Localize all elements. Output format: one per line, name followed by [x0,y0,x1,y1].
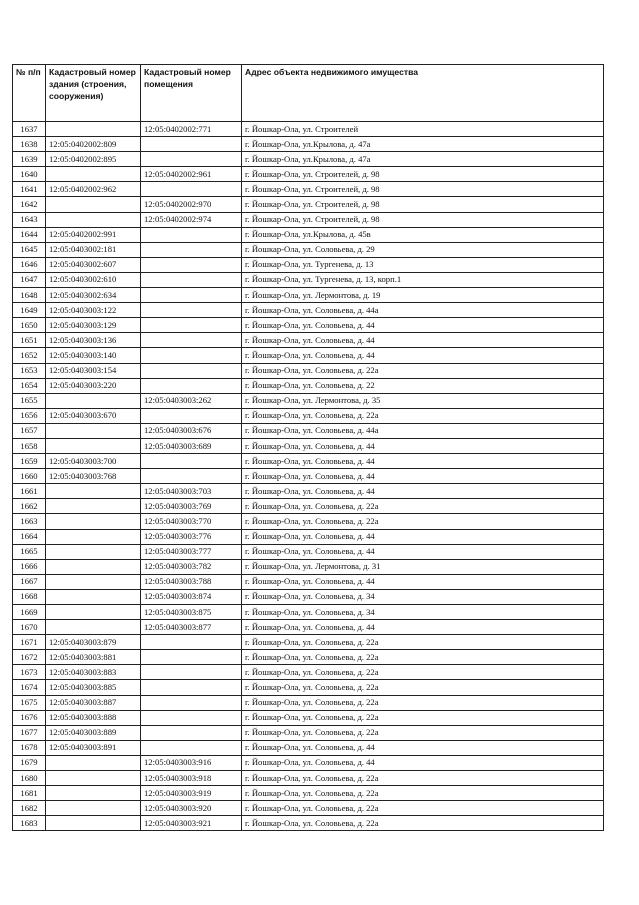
premises-cadastral-cell [141,710,242,725]
table-row [13,212,604,227]
building-cadastral-cell [46,544,141,559]
building-cadastral-cell: 12:05:0403002:607 [46,257,141,272]
premises-cadastral-cell [141,680,242,695]
premises-cadastral-cell [141,665,242,680]
table-row [13,650,604,665]
address-cell: г. Йошкар-Ола, ул. Строителей [242,122,604,137]
premises-cadastral-cell [141,303,242,318]
row-number-cell: 1682 [13,801,46,816]
table-row [13,408,604,423]
building-cadastral-cell: 12:05:0403003:891 [46,740,141,755]
building-cadastral-cell [46,484,141,499]
row-number-cell: 1659 [13,454,46,469]
address-cell: г. Йошкар-Ола, ул. Соловьева, д. 44 [242,333,604,348]
address-cell: г. Йошкар-Ола, ул. Соловьева, д. 44 [242,454,604,469]
premises-cadastral-cell [141,454,242,469]
premises-cadastral-cell: 12:05:0402002:974 [141,212,242,227]
address-cell: г. Йошкар-Ола, ул. Соловьева, д. 44 [242,574,604,589]
address-cell: г. Йошкар-Ола, ул. Соловьева, д. 44 [242,348,604,363]
row-number-cell: 1670 [13,620,46,635]
address-cell: г. Йошкар-Ола, ул. Тургенева, д. 13 [242,257,604,272]
premises-cadastral-cell [141,318,242,333]
row-number-cell: 1674 [13,680,46,695]
row-number-cell: 1668 [13,589,46,604]
building-cadastral-cell [46,574,141,589]
row-number-cell: 1638 [13,137,46,152]
table-row [13,680,604,695]
row-number-cell: 1644 [13,227,46,242]
address-cell: г. Йошкар-Ола, ул. Строителей, д. 98 [242,197,604,212]
address-cell: г. Йошкар-Ола, ул. Соловьева, д. 22а [242,665,604,680]
premises-cadastral-cell [141,288,242,303]
building-cadastral-cell [46,499,141,514]
address-cell: г. Йошкар-Ола, ул. Соловьева, д. 22а [242,816,604,831]
table-row [13,197,604,212]
premises-cadastral-cell: 12:05:0403003:918 [141,771,242,786]
table-row [13,182,604,197]
table-row [13,559,604,574]
address-cell: г. Йошкар-Ола, ул. Соловьева, д. 22а [242,499,604,514]
row-number-cell: 1648 [13,288,46,303]
table-row [13,469,604,484]
table-row [13,242,604,257]
table-row [13,771,604,786]
premises-cadastral-cell: 12:05:0403003:262 [141,393,242,408]
table-row [13,725,604,740]
premises-cadastral-cell: 12:05:0403003:877 [141,620,242,635]
table-row [13,167,604,182]
building-cadastral-cell [46,514,141,529]
building-cadastral-cell: 12:05:0403003:700 [46,454,141,469]
row-number-cell: 1663 [13,514,46,529]
table-row [13,816,604,831]
row-number-cell: 1681 [13,786,46,801]
table-row [13,710,604,725]
table-row [13,152,604,167]
row-number-cell: 1645 [13,242,46,257]
building-cadastral-cell: 12:05:0402002:991 [46,227,141,242]
row-number-cell: 1678 [13,740,46,755]
row-number-cell: 1661 [13,484,46,499]
table-row [13,227,604,242]
table-row [13,544,604,559]
row-number-cell: 1639 [13,152,46,167]
premises-cadastral-cell [141,137,242,152]
premises-cadastral-cell [141,363,242,378]
building-cadastral-cell: 12:05:0403003:122 [46,303,141,318]
header-building-cadastral-number: Кадастровый номер здания (строения, сооружения) [46,65,141,122]
table-row [13,529,604,544]
address-cell: г. Йошкар-Ола, ул. Соловьева, д. 22а [242,786,604,801]
premises-cadastral-cell: 12:05:0403003:782 [141,559,242,574]
row-number-cell: 1649 [13,303,46,318]
row-number-cell: 1658 [13,438,46,453]
premises-cadastral-cell: 12:05:0403003:875 [141,605,242,620]
building-cadastral-cell: 12:05:0403003:670 [46,408,141,423]
address-cell: г. Йошкар-Ола, ул. Соловьева, д. 34 [242,605,604,620]
table-row [13,288,604,303]
row-number-cell: 1647 [13,272,46,287]
table-row [13,272,604,287]
building-cadastral-cell: 12:05:0402002:895 [46,152,141,167]
premises-cadastral-cell: 12:05:0403003:703 [141,484,242,499]
row-number-cell: 1683 [13,816,46,831]
address-cell: г. Йошкар-Ола, ул. Лермонтова, д. 35 [242,393,604,408]
building-cadastral-cell: 12:05:0403003:888 [46,710,141,725]
building-cadastral-cell [46,122,141,137]
building-cadastral-cell: 12:05:0403003:220 [46,378,141,393]
address-cell: г. Йошкар-Ола, ул. Соловьева, д. 44 [242,469,604,484]
table-row [13,801,604,816]
address-cell: г. Йошкар-Ола, ул. Соловьева, д. 22а [242,725,604,740]
row-number-cell: 1643 [13,212,46,227]
address-cell: г. Йошкар-Ола, ул. Соловьева, д. 44 [242,620,604,635]
building-cadastral-cell [46,529,141,544]
premises-cadastral-cell: 12:05:0403003:776 [141,529,242,544]
building-cadastral-cell [46,801,141,816]
address-cell: г. Йошкар-Ола, ул. Соловьева, д. 22а [242,771,604,786]
building-cadastral-cell: 12:05:0403003:879 [46,635,141,650]
row-number-cell: 1677 [13,725,46,740]
row-number-cell: 1646 [13,257,46,272]
row-number-cell: 1679 [13,755,46,770]
address-cell: г. Йошкар-Ола, ул. Соловьева, д. 29 [242,242,604,257]
building-cadastral-cell [46,620,141,635]
table-row [13,484,604,499]
premises-cadastral-cell [141,650,242,665]
address-cell: г. Йошкар-Ола, ул. Соловьева, д. 44 [242,438,604,453]
premises-cadastral-cell [141,182,242,197]
building-cadastral-cell [46,589,141,604]
building-cadastral-cell [46,771,141,786]
row-number-cell: 1642 [13,197,46,212]
premises-cadastral-cell [141,469,242,484]
premises-cadastral-cell: 12:05:0403003:788 [141,574,242,589]
building-cadastral-cell [46,755,141,770]
property-register-table [12,64,604,831]
table-row [13,635,604,650]
building-cadastral-cell [46,167,141,182]
building-cadastral-cell [46,605,141,620]
premises-cadastral-cell: 12:05:0403003:676 [141,423,242,438]
table-row [13,620,604,635]
row-number-cell: 1669 [13,605,46,620]
row-number-cell: 1667 [13,574,46,589]
address-cell: г. Йошкар-Ола, ул. Лермонтова, д. 31 [242,559,604,574]
row-number-cell: 1655 [13,393,46,408]
row-number-cell: 1673 [13,665,46,680]
table-row [13,333,604,348]
building-cadastral-cell: 12:05:0403003:881 [46,650,141,665]
header-premises-cadastral-number: Кадастровый номер помещения [141,65,242,122]
row-number-cell: 1657 [13,423,46,438]
table-row [13,363,604,378]
row-number-cell: 1666 [13,559,46,574]
address-cell: г. Йошкар-Ола, ул. Строителей, д. 98 [242,167,604,182]
building-cadastral-cell [46,816,141,831]
row-number-cell: 1650 [13,318,46,333]
address-cell: г. Йошкар-Ола, ул. Соловьева, д. 44 [242,484,604,499]
table-row [13,303,604,318]
address-cell: г. Йошкар-Ола, ул. Соловьева, д. 22а [242,710,604,725]
building-cadastral-cell: 12:05:0403003:154 [46,363,141,378]
building-cadastral-cell: 12:05:0403003:136 [46,333,141,348]
building-cadastral-cell: 12:05:0403002:610 [46,272,141,287]
address-cell: г. Йошкар-Ола, ул. Соловьева, д. 22а [242,680,604,695]
table-row [13,348,604,363]
row-number-cell: 1675 [13,695,46,710]
table-row [13,786,604,801]
row-number-cell: 1676 [13,710,46,725]
row-number-cell: 1665 [13,544,46,559]
premises-cadastral-cell [141,242,242,257]
table-row [13,137,604,152]
address-cell: г. Йошкар-Ола, ул. Соловьева, д. 44 [242,544,604,559]
address-cell: г. Йошкар-Ола, ул. Лермонтова, д. 19 [242,288,604,303]
building-cadastral-cell: 12:05:0402002:809 [46,137,141,152]
table-row [13,122,604,137]
row-number-cell: 1680 [13,771,46,786]
building-cadastral-cell: 12:05:0403003:768 [46,469,141,484]
premises-cadastral-cell [141,152,242,167]
premises-cadastral-cell: 12:05:0403003:921 [141,816,242,831]
premises-cadastral-cell [141,257,242,272]
row-number-cell: 1662 [13,499,46,514]
table-row [13,318,604,333]
premises-cadastral-cell [141,378,242,393]
table-header [13,65,604,122]
address-cell: г. Йошкар-Ола, ул. Соловьева, д. 22а [242,650,604,665]
premises-cadastral-cell: 12:05:0403003:770 [141,514,242,529]
header-property-address: Адрес объекта недвижимого имущества [242,65,604,122]
header-row [13,65,604,122]
table-row [13,514,604,529]
table-row [13,499,604,514]
building-cadastral-cell: 12:05:0403003:887 [46,695,141,710]
address-cell: г. Йошкар-Ола, ул. Соловьева, д. 22а [242,635,604,650]
address-cell: г. Йошкар-Ола, ул.Крылова, д. 45в [242,227,604,242]
premises-cadastral-cell: 12:05:0402002:961 [141,167,242,182]
address-cell: г. Йошкар-Ола, ул.Крылова, д. 47а [242,137,604,152]
building-cadastral-cell: 12:05:0403003:883 [46,665,141,680]
premises-cadastral-cell [141,333,242,348]
table-row [13,589,604,604]
row-number-cell: 1656 [13,408,46,423]
address-cell: г. Йошкар-Ола, ул. Соловьева, д. 44а [242,303,604,318]
table-row [13,423,604,438]
table-row [13,378,604,393]
header-row-number: № п/п [13,65,46,122]
building-cadastral-cell [46,559,141,574]
address-cell: г. Йошкар-Ола, ул. Соловьева, д. 44 [242,318,604,333]
address-cell: г. Йошкар-Ола, ул. Соловьева, д. 34 [242,589,604,604]
premises-cadastral-cell [141,725,242,740]
table-row [13,438,604,453]
building-cadastral-cell: 12:05:0403003:889 [46,725,141,740]
address-cell: г. Йошкар-Ола, ул. Соловьева, д. 22а [242,363,604,378]
address-cell: г. Йошкар-Ола, ул. Строителей, д. 98 [242,182,604,197]
table-row [13,605,604,620]
address-cell: г. Йошкар-Ола, ул. Соловьева, д. 44 [242,740,604,755]
address-cell: г. Йошкар-Ола, ул.Крылова, д. 47а [242,152,604,167]
address-cell: г. Йошкар-Ола, ул. Соловьева, д. 44а [242,423,604,438]
table-row [13,665,604,680]
building-cadastral-cell: 12:05:0402002:962 [46,182,141,197]
premises-cadastral-cell [141,227,242,242]
address-cell: г. Йошкар-Ола, ул. Соловьева, д. 22а [242,408,604,423]
building-cadastral-cell [46,393,141,408]
building-cadastral-cell: 12:05:0403003:885 [46,680,141,695]
building-cadastral-cell: 12:05:0403002:181 [46,242,141,257]
table-row [13,695,604,710]
premises-cadastral-cell: 12:05:0403003:769 [141,499,242,514]
premises-cadastral-cell: 12:05:0402002:970 [141,197,242,212]
table-row [13,393,604,408]
row-number-cell: 1671 [13,635,46,650]
row-number-cell: 1640 [13,167,46,182]
premises-cadastral-cell: 12:05:0403003:689 [141,438,242,453]
table-row [13,740,604,755]
row-number-cell: 1651 [13,333,46,348]
row-number-cell: 1652 [13,348,46,363]
row-number-cell: 1664 [13,529,46,544]
premises-cadastral-cell [141,635,242,650]
table-row [13,454,604,469]
table-row [13,755,604,770]
address-cell: г. Йошкар-Ола, ул. Тургенева, д. 13, корп.1 [242,272,604,287]
premises-cadastral-cell: 12:05:0403003:874 [141,589,242,604]
table-row [13,257,604,272]
address-cell: г. Йошкар-Ола, ул. Соловьева, д. 22а [242,695,604,710]
premises-cadastral-cell: 12:05:0403003:777 [141,544,242,559]
row-number-cell: 1641 [13,182,46,197]
address-cell: г. Йошкар-Ола, ул. Соловьева, д. 22а [242,514,604,529]
row-number-cell: 1653 [13,363,46,378]
building-cadastral-cell [46,212,141,227]
building-cadastral-cell [46,197,141,212]
address-cell: г. Йошкар-Ола, ул. Соловьева, д. 44 [242,529,604,544]
address-cell: г. Йошкар-Ола, ул. Строителей, д. 98 [242,212,604,227]
row-number-cell: 1672 [13,650,46,665]
table-row [13,574,604,589]
building-cadastral-cell [46,423,141,438]
building-cadastral-cell [46,438,141,453]
premises-cadastral-cell [141,272,242,287]
address-cell: г. Йошкар-Ола, ул. Соловьева, д. 22 [242,378,604,393]
premises-cadastral-cell [141,348,242,363]
premises-cadastral-cell [141,695,242,710]
premises-cadastral-cell [141,740,242,755]
premises-cadastral-cell: 12:05:0402002:771 [141,122,242,137]
address-cell: г. Йошкар-Ола, ул. Соловьева, д. 44 [242,755,604,770]
row-number-cell: 1654 [13,378,46,393]
premises-cadastral-cell: 12:05:0403003:920 [141,801,242,816]
building-cadastral-cell: 12:05:0403003:140 [46,348,141,363]
address-cell: г. Йошкар-Ола, ул. Соловьева, д. 22а [242,801,604,816]
building-cadastral-cell [46,786,141,801]
premises-cadastral-cell [141,408,242,423]
building-cadastral-cell: 12:05:0403002:634 [46,288,141,303]
premises-cadastral-cell: 12:05:0403003:916 [141,755,242,770]
building-cadastral-cell: 12:05:0403003:129 [46,318,141,333]
row-number-cell: 1660 [13,469,46,484]
row-number-cell: 1637 [13,122,46,137]
premises-cadastral-cell: 12:05:0403003:919 [141,786,242,801]
table-body [13,122,604,831]
